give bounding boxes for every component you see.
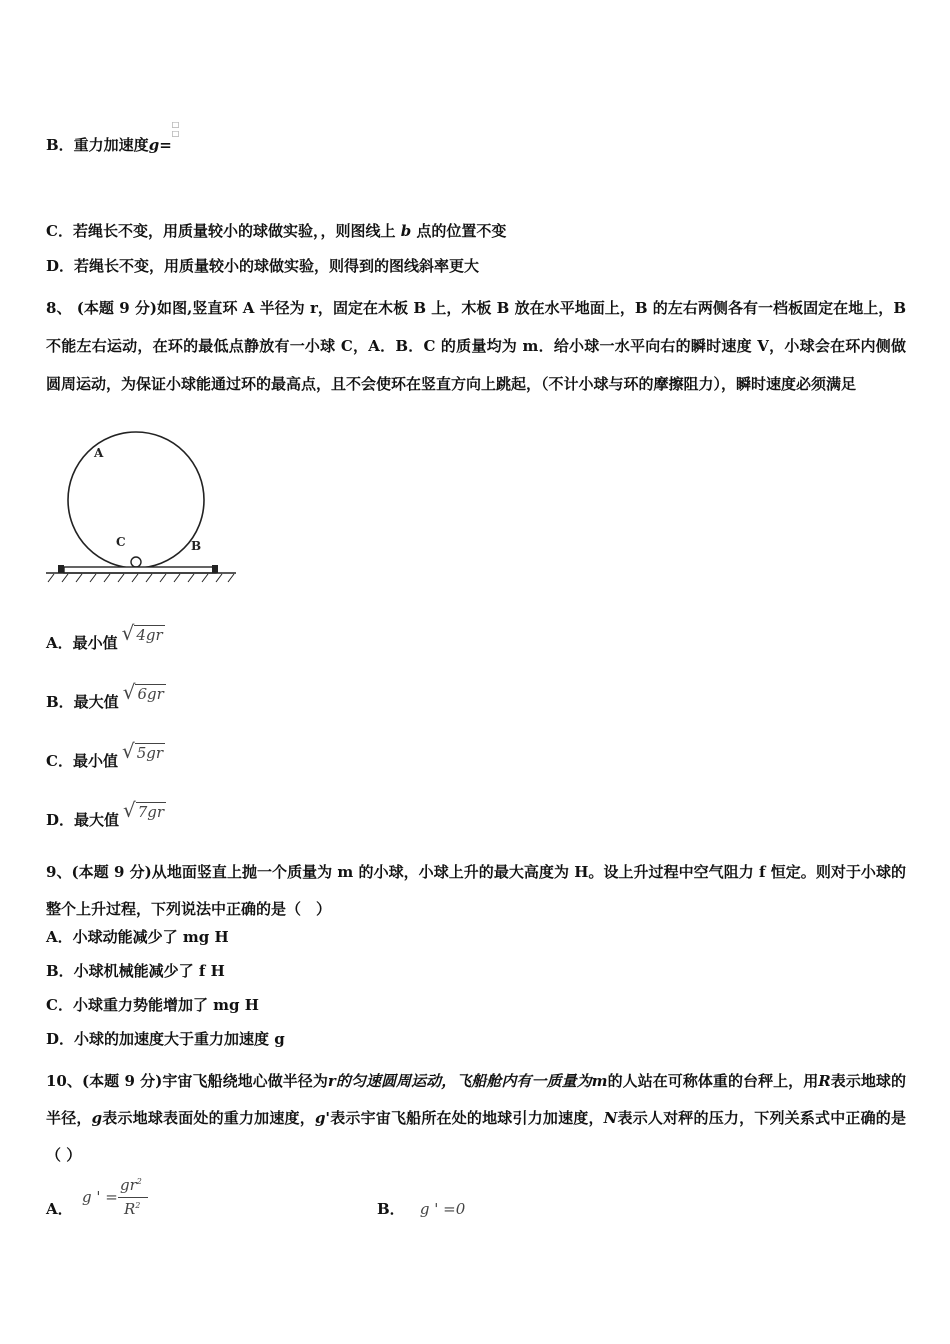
right-stop: [212, 565, 218, 573]
numerator-text: gr: [120, 1176, 137, 1194]
q9-option-b: B．小球机械能减少了 f H: [46, 962, 225, 980]
sqrt-expression: √ 4gr: [121, 621, 163, 645]
q8-option-b: [46, 680, 166, 712]
fraction-top: □: [171, 120, 180, 129]
q10-option-a-numerator: [120, 1176, 142, 1194]
q10-option-a: [46, 1176, 196, 1226]
fraction-bar: [118, 1197, 148, 1198]
q8-option-d-label: D．最大值: [46, 811, 120, 829]
denominator-text: R: [124, 1200, 136, 1218]
q8-option-c: [46, 739, 165, 771]
var-g-prime: g': [314, 1109, 331, 1127]
radicand: 5gr: [136, 744, 164, 762]
sqrt-expression: √ 6gr: [122, 680, 164, 704]
q9-option-a: A．小球动能减少了 mg H: [46, 928, 229, 946]
q7-option-c-post: 点的位置不变: [416, 222, 507, 240]
radicand: 6gr: [137, 685, 164, 703]
board-b: [64, 567, 216, 573]
q10-s2: 的匀速圆周运动，飞船舱内有一质量为: [335, 1072, 592, 1090]
q8-option-c-label: C．最小值: [46, 752, 118, 770]
q10-option-b-label: B．: [377, 1200, 405, 1218]
fraction-bottom: □: [171, 129, 180, 138]
q7-option-d: D．若绳长不变，用质量较小的球做实验，则得到的图线斜率更大: [46, 257, 480, 275]
ball-c: [131, 557, 141, 567]
q9-stem: 9、(本题 9 分)从地面竖直上抛一个质量为 m 的小球，小球上升的最大高度为 H。设上升过程中空气阻力 f 恒定。则对于小球的整个上升过程，下列说法中正确的是（ ）: [46, 863, 906, 918]
q8-option-b-label: B．最大值: [46, 693, 119, 711]
q7-option-b-label: B．重力加速度: [46, 136, 149, 154]
q7-option-b-fraction: [172, 120, 180, 138]
label-b: B: [191, 539, 202, 553]
left-stop: [58, 565, 64, 573]
q10-s5: 表示地球表面处的重力加速度，: [102, 1109, 315, 1127]
sqrt-expression: √ 7gr: [123, 798, 165, 822]
q10-s6: 表示宇宙飞船所在处的地球引力加速度，: [330, 1109, 604, 1127]
label-c: C: [116, 535, 126, 549]
var-r: r: [327, 1072, 336, 1090]
q8-ring-figure: [44, 428, 239, 588]
radicand: 4gr: [136, 626, 163, 644]
var-R: R: [818, 1072, 831, 1090]
q8-option-d: [46, 798, 166, 830]
q10-s7: 表示人对秤的压力，下列关系式中正确的是 （ ）: [46, 1109, 906, 1164]
q10-s1: 10、(本题 9 分)宇宙飞船绕地心做半径为: [46, 1072, 328, 1090]
q10-s3: 的人站在可称体重的台秤上，用: [607, 1072, 819, 1090]
q8-stem: 8、 (本题 9 分)如图,竖直环 A 半径为 r，固定在木板 B 上，木板 B 放在水平地面上，B 的左右两侧各有一档板固定在地上，B 不能左右运动，在环的最低点静放有一小球 C，A．B．C 的质量均为 m．给小球一水平向右的瞬时速度 V，小球会在环内侧做圆周运动，为保证小球能通过环的最高点，且不会使环在竖直方向上跳起，（不计小球与环的摩擦阻力），瞬时速度必须满足: [46, 299, 906, 393]
q10-option-b: [377, 1198, 465, 1219]
var-g: g: [91, 1109, 103, 1127]
q10-s4: 表示地球的半径，: [46, 1072, 906, 1127]
q8-option-a-label: A．最小值: [46, 634, 118, 652]
q7-option-c-var: b: [400, 222, 412, 240]
q7-option-c: [46, 221, 506, 241]
var-N: N: [603, 1109, 618, 1127]
q10-option-a-label: A．: [46, 1200, 73, 1218]
numerator-exp: 2: [136, 1177, 142, 1186]
denominator-exp: 2: [135, 1201, 141, 1210]
sqrt-expression: √ 5gr: [121, 739, 164, 763]
q7-option-b-eq: =: [159, 136, 172, 154]
q10-option-b-expr: g ' =0: [419, 1200, 466, 1218]
radicand: 7gr: [137, 803, 165, 821]
q9-option-c: C．小球重力势能增加了 mg H: [46, 996, 259, 1014]
q10-option-a-denominator: [124, 1200, 140, 1218]
q8-option-a: [46, 621, 165, 653]
q7-option-b-var: g: [148, 136, 160, 154]
q10-option-a-lhs: g ' =: [82, 1188, 118, 1206]
ground-hatching: [48, 574, 234, 582]
q10-stem: [46, 1063, 906, 1174]
q9-option-d: D．小球的加速度大于重力加速度 g: [46, 1030, 285, 1048]
q7-option-b: [46, 120, 180, 155]
var-m: m: [591, 1072, 608, 1090]
label-a: A: [94, 446, 104, 460]
ring-a: [68, 432, 204, 568]
q7-option-c-pre: C．若绳长不变，用质量较小的球做实验，，则图线上: [46, 222, 396, 240]
